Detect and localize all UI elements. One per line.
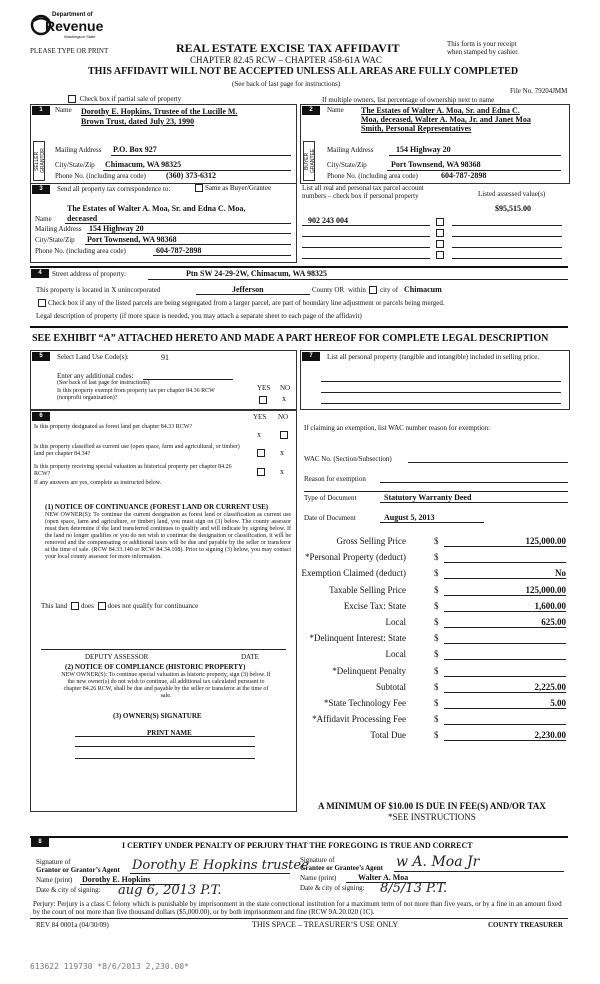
land-does-label: does — [81, 602, 94, 610]
buyer-section — [300, 104, 570, 184]
correspondence-name-line1[interactable]: The Estates of Walter A. Moa, Sr. and Edna C. Moa, — [67, 204, 246, 213]
amount-label: Subtotal — [375, 681, 406, 692]
section-1-number: 1 — [32, 106, 50, 115]
cashier-stamp: 613622 119730 *8/6/2013 2,230.00* — [30, 962, 189, 971]
forest-yes-mark[interactable]: x — [257, 430, 261, 439]
amount-dollar-sign: $ — [434, 730, 439, 741]
seller-name-label: Name — [55, 106, 72, 114]
grantee-date-label: Date & city of signing: — [300, 884, 365, 892]
section-8-number: 8 — [31, 838, 49, 847]
amount-dollar-sign: $ — [434, 649, 439, 660]
exempt-no-header: NO — [280, 384, 291, 392]
correspondence-name-line2[interactable]: deceased — [67, 214, 98, 223]
please-type-note: PLEASE TYPE OR PRINT — [30, 47, 109, 55]
seller-phone[interactable]: (360) 373-6312 — [166, 171, 216, 180]
land-use-section — [30, 350, 297, 410]
property-county[interactable]: Jefferson — [232, 285, 264, 294]
amount-row — [296, 567, 568, 581]
form-revision: REV 84 0001a (04/30/09) — [36, 921, 109, 929]
complete-instruction: If any answers are yes, complete as instructed below. — [34, 480, 162, 486]
exempt-question: Is this property exempt from property tax per chapter 84.36 RCW (nonprofit organization)? — [57, 388, 215, 401]
buyer-city-label: City/State/Zip — [327, 161, 367, 169]
parcel-label-2: numbers – check box if personal property — [302, 192, 419, 200]
additional-codes-label: Enter any additional codes: — [57, 372, 134, 380]
segregated-label: Check box if any of the listed parcels are being segregated from a larger parcel, are part of boundary line adjustment or parcels being merged. — [48, 299, 445, 307]
section-5-number: 5 — [32, 352, 50, 361]
exempt-yes-checkbox[interactable] — [259, 396, 267, 404]
amount-dollar-sign: $ — [434, 568, 439, 579]
current-use-no-mark[interactable]: x — [280, 448, 284, 457]
amount-label: Excise Tax: State — [343, 600, 406, 611]
notice-compliance-body: NEW OWNER(S): To continue special valuation as historic property, sign (3) below. If the new owner(s) do not wish to continue, all additional tax calculated pursuant to chapter 84.26 RCW, shall be due and payable by the seller or transferor at the time of sale. — [61, 672, 271, 699]
correspondence-label: Send all property tax correspondence to: — [57, 185, 171, 193]
seller-name-line2[interactable]: Brown Trust, dated July 23, 1990 — [81, 117, 195, 126]
same-as-buyer-checkbox[interactable] — [195, 184, 203, 192]
county-or-label: County OR — [312, 286, 345, 294]
grantee-name-label: Name (print) — [300, 874, 337, 882]
amount-value[interactable] — [444, 713, 566, 725]
form-title: REAL ESTATE EXCISE TAX AFFIDAVIT — [176, 41, 400, 55]
amount-label: Total Due — [370, 730, 406, 741]
amount-row — [296, 729, 568, 743]
seller-side-label: SELLER GRANTOR — [33, 141, 45, 181]
land-use-code[interactable]: 91 — [161, 353, 169, 362]
amount-value[interactable] — [444, 665, 566, 677]
section-4-number: 4 — [31, 269, 49, 278]
parcel-personal-checkbox-2[interactable] — [436, 229, 444, 237]
property-street[interactable]: Ptn SW 24-29-2W, Chimacum, WA 98325 — [186, 269, 327, 278]
file-number: File No. 79204JMM — [510, 87, 568, 95]
current-use-question: Is this property classified as current use (open space, farm and agricultural, or timber) land per chapter 84.34? — [34, 444, 240, 457]
this-land-row — [41, 602, 198, 610]
correspondence-phone[interactable]: 604-787-2898 — [156, 246, 202, 255]
buyer-side-label: BUYER GRANTEE — [303, 141, 315, 181]
amount-row — [296, 535, 568, 549]
amount-row — [296, 551, 568, 565]
amount-dollar-sign: $ — [434, 633, 439, 644]
section-7-number: 7 — [302, 352, 320, 361]
buyer-mailing-label: Mailing Address — [327, 146, 374, 154]
amount-value[interactable]: 2,225.00 — [444, 681, 566, 693]
historic-question: Is this property receiving special valuation as historical property per chapter 84.26 RCW? — [34, 464, 232, 477]
parcel-label-1: List all real and personal tax parcel account — [302, 184, 424, 192]
segregated-checkbox[interactable] — [38, 299, 46, 307]
notice-continuance-body: NEW OWNER(S): To continue the current designation as forest land or classification as current use (open space, farm and agriculture, or timber) land, you must sign on (3) below. The county assessor must then determine if the land transferred continues to qualify and will indicate by signing below. If the land no longer qualifies or you do not wish to continue the designation or classification, it will be removed and the compensating or additional taxes will be due and payable by the seller or transferor at the time of sale. (RCW 84.33.140 or RCW 84.34.108). Prior to signing (3) below, you may contact your local county assessor for more information. — [45, 512, 291, 560]
amount-value[interactable] — [444, 551, 566, 563]
legal-description-label: Legal description of property (if more space is needed, you may attach a separate sheet to each page of the affidavit) — [36, 312, 362, 320]
amount-value[interactable]: 125,000.00 — [444, 535, 566, 547]
minimum-fee-line2: *SEE INSTRUCTIONS — [388, 812, 476, 822]
grantor-name-label: Name (print) — [36, 876, 73, 884]
within-city-checkbox[interactable] — [369, 286, 377, 294]
grantor-sig-label: Signature of — [36, 858, 71, 866]
form-see-back: (See back of last page for instructions) — [232, 80, 341, 88]
grantor-date[interactable]: aug 6, 2013 P.T. — [118, 883, 222, 898]
assessed-label: Listed assessed value(s) — [478, 190, 546, 198]
buyer-mailing[interactable]: 154 Highway 20 — [396, 145, 451, 154]
amount-value[interactable]: 1,600.00 — [444, 600, 566, 612]
treasurer-use-note: THIS SPACE – TREASURER’S USE ONLY — [252, 920, 399, 929]
grantee-sig-label: Signature of — [300, 856, 335, 864]
correspondence-city-label: City/State/Zip — [35, 236, 75, 244]
amount-dollar-sign: $ — [434, 681, 439, 692]
wac-label: WAC No. (Section/Subsection) — [304, 455, 392, 463]
s6-yes-header: YES — [253, 413, 267, 421]
land-does-checkbox[interactable] — [71, 602, 79, 610]
buyer-phone-label: Phone No. (including area code) — [327, 172, 418, 180]
amount-label: Local — [385, 617, 406, 627]
reason-label: Reason for exemption — [304, 475, 366, 483]
amount-dollar-sign: $ — [434, 584, 439, 595]
amount-row — [296, 632, 568, 646]
parcel-personal-checkbox-1[interactable] — [436, 218, 444, 226]
amount-value[interactable]: 2,230.00 — [444, 729, 566, 741]
agency-logo-text: Revenue — [45, 18, 104, 34]
historic-no-mark[interactable]: x — [280, 467, 284, 476]
buyer-city[interactable]: Port Townsend, WA 98368 — [391, 160, 481, 169]
form-chapter: CHAPTER 82.45 RCW – CHAPTER 458-61A WAC — [190, 55, 382, 65]
multi-owner-note: If multiple owners, list percentage of ownership next to name — [322, 96, 495, 104]
correspondence-section — [30, 183, 297, 263]
within-label: within — [348, 286, 366, 294]
land-does-not-label: does not qualify for continuance — [107, 602, 199, 610]
seller-section — [30, 104, 297, 184]
correspondence-city[interactable]: Port Townsend, WA 98368 — [87, 235, 177, 244]
grantor-signature[interactable]: Dorothy E Hopkins trustee — [132, 858, 309, 873]
agency-line1: Department of — [52, 12, 93, 18]
property-city[interactable]: Chimacum — [404, 285, 442, 294]
grantor-agent-label: Grantor or Grantor’s Agent — [36, 866, 120, 874]
grantee-signature[interactable]: w A. Moa Jr — [396, 854, 480, 870]
section-3-number: 3 — [32, 185, 50, 194]
grantee-agent-label: Grantee or Grantee’s Agent — [300, 864, 384, 872]
amount-value[interactable] — [444, 648, 566, 660]
street-label: Street address of property: — [52, 270, 127, 278]
partial-sale-label: Check box if partial sale of property — [79, 95, 182, 103]
section-6 — [30, 410, 297, 812]
minimum-fee-line1: A MINIMUM OF $10.00 IS DUE IN FEE(S) AND/OR TAX — [318, 801, 546, 811]
doc-date[interactable]: August 5, 2013 — [384, 513, 435, 522]
parcel-section — [300, 183, 568, 261]
amount-label: Exemption Claimed (deduct) — [301, 568, 406, 579]
amount-label: *State Technology Fee — [323, 698, 406, 708]
parcel-personal-checkbox-3[interactable] — [436, 240, 444, 248]
amount-dollar-sign: $ — [434, 600, 439, 611]
doc-date-label: Date of Document — [304, 514, 356, 522]
segregated-row — [36, 299, 445, 307]
same-as-buyer-label: Same as Buyer/Grantee — [205, 184, 272, 192]
notice-compliance-title: (2) NOTICE OF COMPLIANCE (HISTORIC PROPERTY) — [65, 663, 246, 671]
amount-dollar-sign: $ — [434, 698, 439, 708]
assessor-date-label: DATE — [241, 653, 259, 661]
section-6-number: 6 — [32, 412, 50, 421]
amount-dollar-sign: $ — [434, 714, 439, 725]
amount-row — [296, 600, 568, 614]
perjury-notice: Perjury: Perjury is a class C felony which is punishable by imprisonment in the state correctional institution for a maximum term of not more than five years, or by a fine in an amount fixed by the court of not more than five thousand dollars ($5,000.00), or by both imprisonment and fine (RCW 9A.20.020 (1C). — [33, 900, 562, 916]
county-treasurer-label: COUNTY TREASURER — [488, 921, 563, 929]
amount-row — [296, 713, 568, 727]
buyer-phone[interactable]: 604-787-2898 — [441, 171, 487, 180]
amount-dollar-sign: $ — [434, 617, 439, 627]
amount-label: Gross Selling Price — [336, 536, 406, 546]
grantor-name[interactable]: Dorothy E. Hopkins — [82, 875, 151, 884]
buyer-name-line2[interactable]: Moa, deceased, Walter A. Moa, Jr. and Janet Moa — [361, 115, 531, 124]
current-use-yes-checkbox[interactable] — [257, 449, 265, 457]
doc-type[interactable]: Statutory Warranty Deed — [384, 493, 472, 502]
amount-row — [296, 697, 568, 711]
amount-row — [296, 584, 568, 598]
notice-continuance-title: (1) NOTICE OF CONTINUANCE (FOREST LAND OR CURRENT USE) — [45, 503, 269, 511]
correspondence-mailing-label: Mailing Address — [35, 225, 82, 233]
buyer-name-line1[interactable]: The Estates of Walter A. Moa, Sr. and Edna C. — [361, 106, 520, 115]
amount-row — [296, 648, 568, 662]
exempt-no-mark[interactable]: x — [282, 394, 286, 403]
amount-value[interactable]: No — [444, 567, 566, 579]
same-as-buyer-row — [193, 184, 271, 192]
seller-city-label: City/State/Zip — [55, 161, 95, 169]
parcel-number[interactable]: 902 243 004 — [308, 216, 348, 225]
grantor-date-label: Date & city of signing: — [36, 886, 101, 894]
amount-dollar-sign: $ — [434, 552, 439, 563]
parcel-personal-checkbox-4[interactable] — [436, 251, 444, 259]
seller-mailing-label: Mailing Address — [55, 146, 102, 154]
personal-property-label: List all personal property (tangible and intangible) included in selling price. — [327, 353, 540, 361]
receipt-note-1: This form is your receipt — [447, 40, 517, 48]
certify-title: I CERTIFY UNDER PENALTY OF PERJURY THAT THE FOREGOING IS TRUE AND CORRECT — [122, 841, 473, 850]
amount-label: *Delinquent Penalty — [332, 665, 406, 676]
buyer-name-label: Name — [327, 106, 344, 114]
amount-row — [296, 681, 568, 695]
amount-row — [296, 616, 568, 630]
amount-dollar-sign: $ — [434, 536, 439, 546]
grantee-date[interactable]: 8/5/13 P.T. — [380, 881, 448, 896]
city-of-label: city of — [380, 286, 399, 294]
receipt-note-2: when stamped by cashier. — [447, 48, 519, 56]
land-does-not-checkbox[interactable] — [98, 602, 106, 610]
partial-sale-checkbox[interactable] — [68, 95, 76, 103]
s6-no-header: NO — [278, 413, 289, 421]
form-warning: THIS AFFIDAVIT WILL NOT BE ACCEPTED UNLESS ALL AREAS ARE FULLY COMPLETED — [88, 66, 519, 77]
amount-value[interactable]: 125,000.00 — [444, 584, 566, 596]
amount-dollar-sign: $ — [434, 665, 439, 676]
agency-logo — [30, 10, 104, 42]
forest-question: Is this property designated as forest land per chapter 84.33 RCW? — [34, 424, 193, 430]
located-label: This property is located in X unincorporated — [36, 286, 161, 294]
amount-label: Local — [385, 649, 406, 660]
amount-value[interactable]: 5.00 — [444, 697, 566, 709]
amount-value[interactable] — [444, 632, 566, 644]
agency-line2: Washington State — [64, 34, 96, 39]
forest-no-checkbox[interactable] — [280, 431, 288, 439]
correspondence-phone-label: Phone No. (including area code) — [35, 247, 126, 255]
seller-city[interactable]: Chimacum, WA 98325 — [105, 160, 182, 169]
section-2-number: 2 — [302, 106, 320, 115]
assessed-value[interactable]: $95,515.00 — [495, 204, 531, 213]
amount-label: *Affidavit Processing Fee — [312, 714, 406, 725]
seller-name-line1[interactable]: Dorothy E. Hopkins, Trustee of the Lucille M. — [81, 107, 238, 116]
seller-phone-label: Phone No. (including area code) — [55, 172, 146, 180]
seller-mailing[interactable]: P.O. Box 927 — [113, 145, 157, 154]
deputy-assessor-label: DEPUTY ASSESSOR — [85, 653, 149, 661]
correspondence-mailing[interactable]: 154 Highway 20 — [89, 224, 144, 233]
this-land-label: This land — [41, 602, 68, 610]
amount-label: *Delinquent Interest: State — [309, 633, 406, 644]
amount-row — [296, 665, 568, 679]
exhibit-line: SEE EXHIBIT “A” ATTACHED HERETO AND MADE A PART HEREOF FOR COMPLETE LEGAL DESCRIPTION — [32, 333, 549, 344]
land-use-label: Select Land Use Code(s): — [57, 353, 129, 361]
print-name-label: PRINT NAME — [147, 729, 192, 737]
exemption-claim-label: If claiming an exemption, list WAC number reason for exemption: — [304, 424, 491, 432]
amount-label: *Personal Property (deduct) — [305, 552, 406, 563]
buyer-name-line3[interactable]: Smith, Personal Representatives — [361, 124, 472, 133]
owner-signature-label: (3) OWNER(S) SIGNATURE — [113, 712, 202, 720]
amount-value[interactable]: 625.00 — [444, 616, 566, 628]
exempt-yes-header: YES — [257, 384, 271, 392]
historic-yes-checkbox[interactable] — [257, 468, 265, 476]
personal-property-section — [300, 350, 570, 410]
doc-type-label: Type of Document — [304, 494, 357, 502]
amount-label: Taxable Selling Price — [329, 584, 406, 595]
grantee-name[interactable]: Walter A. Moa — [358, 873, 409, 882]
land-use-see-back: (See back of last page for instructions) — [57, 380, 150, 386]
partial-sale-row — [66, 95, 181, 103]
correspondence-name-label: Name — [35, 215, 52, 223]
